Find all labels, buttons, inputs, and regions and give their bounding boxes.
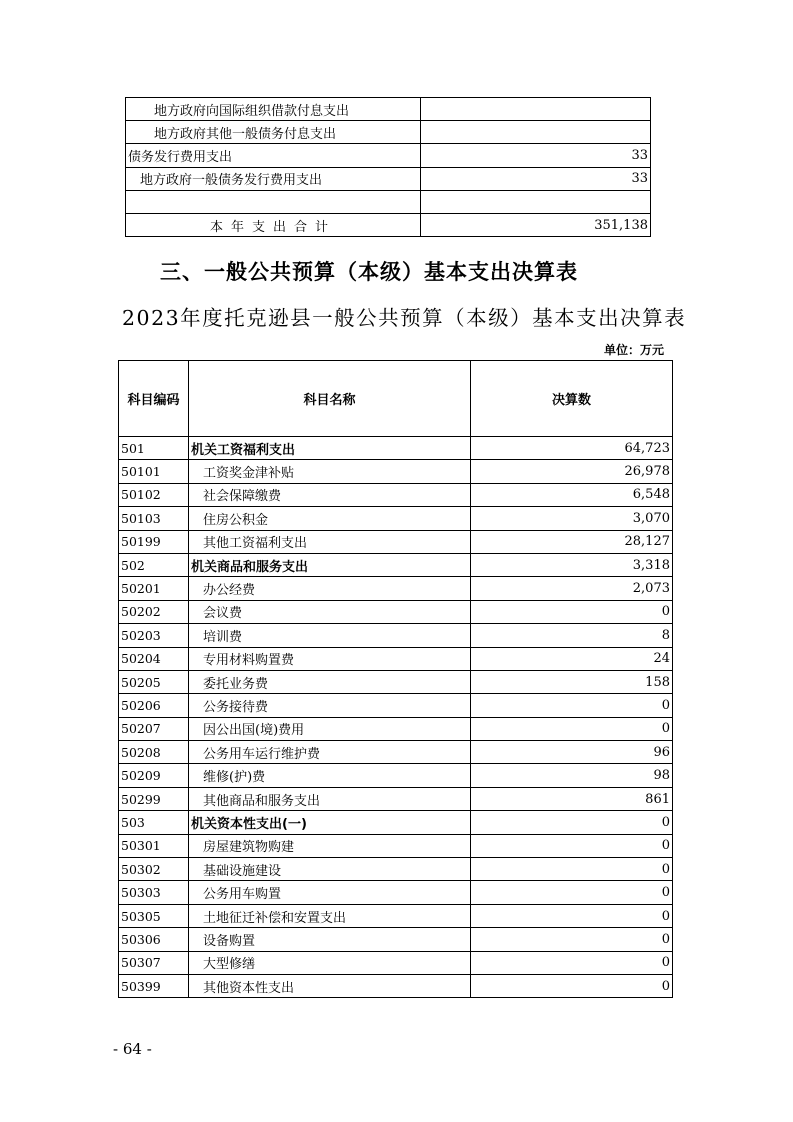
table-row [119, 600, 673, 623]
table-row [119, 974, 673, 997]
table-row [119, 741, 673, 764]
table-row [126, 190, 651, 213]
table-row [119, 647, 673, 670]
row-name: 公务用车运行维护费 [189, 741, 471, 764]
table-row [119, 577, 673, 600]
row-code: 50205 [119, 670, 189, 693]
table-row [119, 670, 673, 693]
table-row [119, 694, 673, 717]
row-name: 专用材料购置费 [189, 647, 471, 670]
row-code: 50399 [119, 974, 189, 997]
row-code: 50207 [119, 717, 189, 740]
row-name: 机关资本性支出(一) [189, 811, 471, 834]
table-row [119, 858, 673, 881]
table-row [119, 530, 673, 553]
row-name: 公务用车购置 [189, 881, 471, 904]
row-value: 28,127 [471, 530, 673, 553]
table-row [126, 144, 651, 167]
row-code: 50203 [119, 624, 189, 647]
table-row [119, 437, 673, 460]
row-code: 50102 [119, 483, 189, 506]
table-row [119, 787, 673, 810]
row-value: 0 [471, 928, 673, 951]
row-code: 50209 [119, 764, 189, 787]
header-amount: 决算数 [471, 361, 673, 437]
row-value: 0 [471, 717, 673, 740]
row-name: 会议费 [189, 600, 471, 623]
row-name: 社会保障缴费 [189, 483, 471, 506]
total-row [126, 213, 651, 236]
row-name: 房屋建筑物购建 [189, 834, 471, 857]
row-code: 50306 [119, 928, 189, 951]
row-code: 503 [119, 811, 189, 834]
table-row [119, 507, 673, 530]
table-row [119, 553, 673, 576]
table-row [119, 834, 673, 857]
basic-expenditure-table [118, 360, 673, 998]
row-value: 6,548 [471, 483, 673, 506]
total-value: 351,138 [421, 213, 651, 236]
table-header-row [119, 361, 673, 437]
row-name: 其他商品和服务支出 [189, 787, 471, 810]
row-name: 机关工资福利支出 [189, 437, 471, 460]
row-name: 地方政府其他一般债务付息支出 [126, 121, 421, 144]
row-code: 50299 [119, 787, 189, 810]
header-code: 科目编码 [119, 361, 189, 437]
row-value: 64,723 [471, 437, 673, 460]
table-row [126, 167, 651, 190]
header-name: 科目名称 [189, 361, 471, 437]
row-value: 3,318 [471, 553, 673, 576]
row-name: 土地征迁补偿和安置支出 [189, 904, 471, 927]
table-row [119, 483, 673, 506]
table-row [119, 460, 673, 483]
row-name [126, 190, 421, 213]
row-code: 50101 [119, 460, 189, 483]
row-value: 26,978 [471, 460, 673, 483]
row-name: 地方政府向国际组织借款付息支出 [126, 98, 421, 121]
row-value: 98 [471, 764, 673, 787]
row-code: 50303 [119, 881, 189, 904]
row-value [421, 190, 651, 213]
row-value [421, 98, 651, 121]
table-row [119, 951, 673, 974]
row-name: 培训费 [189, 624, 471, 647]
row-name: 公务接待费 [189, 694, 471, 717]
document-title: 2023年度托克逊县一般公共预算（本级）基本支出决算表 [122, 306, 687, 330]
row-name: 因公出国(境)费用 [189, 717, 471, 740]
row-name: 住房公积金 [189, 507, 471, 530]
row-value: 0 [471, 974, 673, 997]
row-value: 158 [471, 670, 673, 693]
row-code: 50305 [119, 904, 189, 927]
row-value: 0 [471, 834, 673, 857]
table-row [119, 881, 673, 904]
row-code: 50199 [119, 530, 189, 553]
row-value: 0 [471, 600, 673, 623]
row-code: 50301 [119, 834, 189, 857]
row-value: 861 [471, 787, 673, 810]
section-title: 三、一般公共预算（本级）基本支出决算表 [160, 260, 578, 284]
row-value: 33 [421, 144, 651, 167]
row-value: 0 [471, 811, 673, 834]
unit-label: 单位：万元 [603, 343, 664, 357]
page-number: - 64 - [113, 1040, 152, 1058]
row-code: 50103 [119, 507, 189, 530]
row-value: 2,073 [471, 577, 673, 600]
table-row [119, 717, 673, 740]
row-value: 96 [471, 741, 673, 764]
table-row [126, 121, 651, 144]
row-name: 基础设施建设 [189, 858, 471, 881]
table-row [119, 904, 673, 927]
total-label: 本年支出合计 [126, 213, 421, 236]
row-code: 501 [119, 437, 189, 460]
row-name: 大型修缮 [189, 951, 471, 974]
row-value: 3,070 [471, 507, 673, 530]
row-value: 0 [471, 858, 673, 881]
row-value [421, 121, 651, 144]
table-row [119, 811, 673, 834]
row-name: 其他资本性支出 [189, 974, 471, 997]
row-code: 50202 [119, 600, 189, 623]
continuation-table [125, 97, 651, 237]
row-value: 33 [421, 167, 651, 190]
row-name: 地方政府一般债务发行费用支出 [126, 167, 421, 190]
row-value: 8 [471, 624, 673, 647]
table-row [119, 624, 673, 647]
row-name: 机关商品和服务支出 [189, 553, 471, 576]
row-value: 24 [471, 647, 673, 670]
row-code: 50201 [119, 577, 189, 600]
row-name: 债务发行费用支出 [126, 144, 421, 167]
row-code: 50206 [119, 694, 189, 717]
row-value: 0 [471, 904, 673, 927]
row-name: 工资奖金津补贴 [189, 460, 471, 483]
row-value: 0 [471, 881, 673, 904]
row-code: 502 [119, 553, 189, 576]
table-row [126, 98, 651, 121]
row-name: 维修(护)费 [189, 764, 471, 787]
row-code: 50302 [119, 858, 189, 881]
row-code: 50208 [119, 741, 189, 764]
table-row [119, 928, 673, 951]
row-name: 设备购置 [189, 928, 471, 951]
row-value: 0 [471, 951, 673, 974]
table-row [119, 764, 673, 787]
row-code: 50204 [119, 647, 189, 670]
row-name: 办公经费 [189, 577, 471, 600]
row-code: 50307 [119, 951, 189, 974]
row-name: 其他工资福利支出 [189, 530, 471, 553]
row-value: 0 [471, 694, 673, 717]
row-name: 委托业务费 [189, 670, 471, 693]
